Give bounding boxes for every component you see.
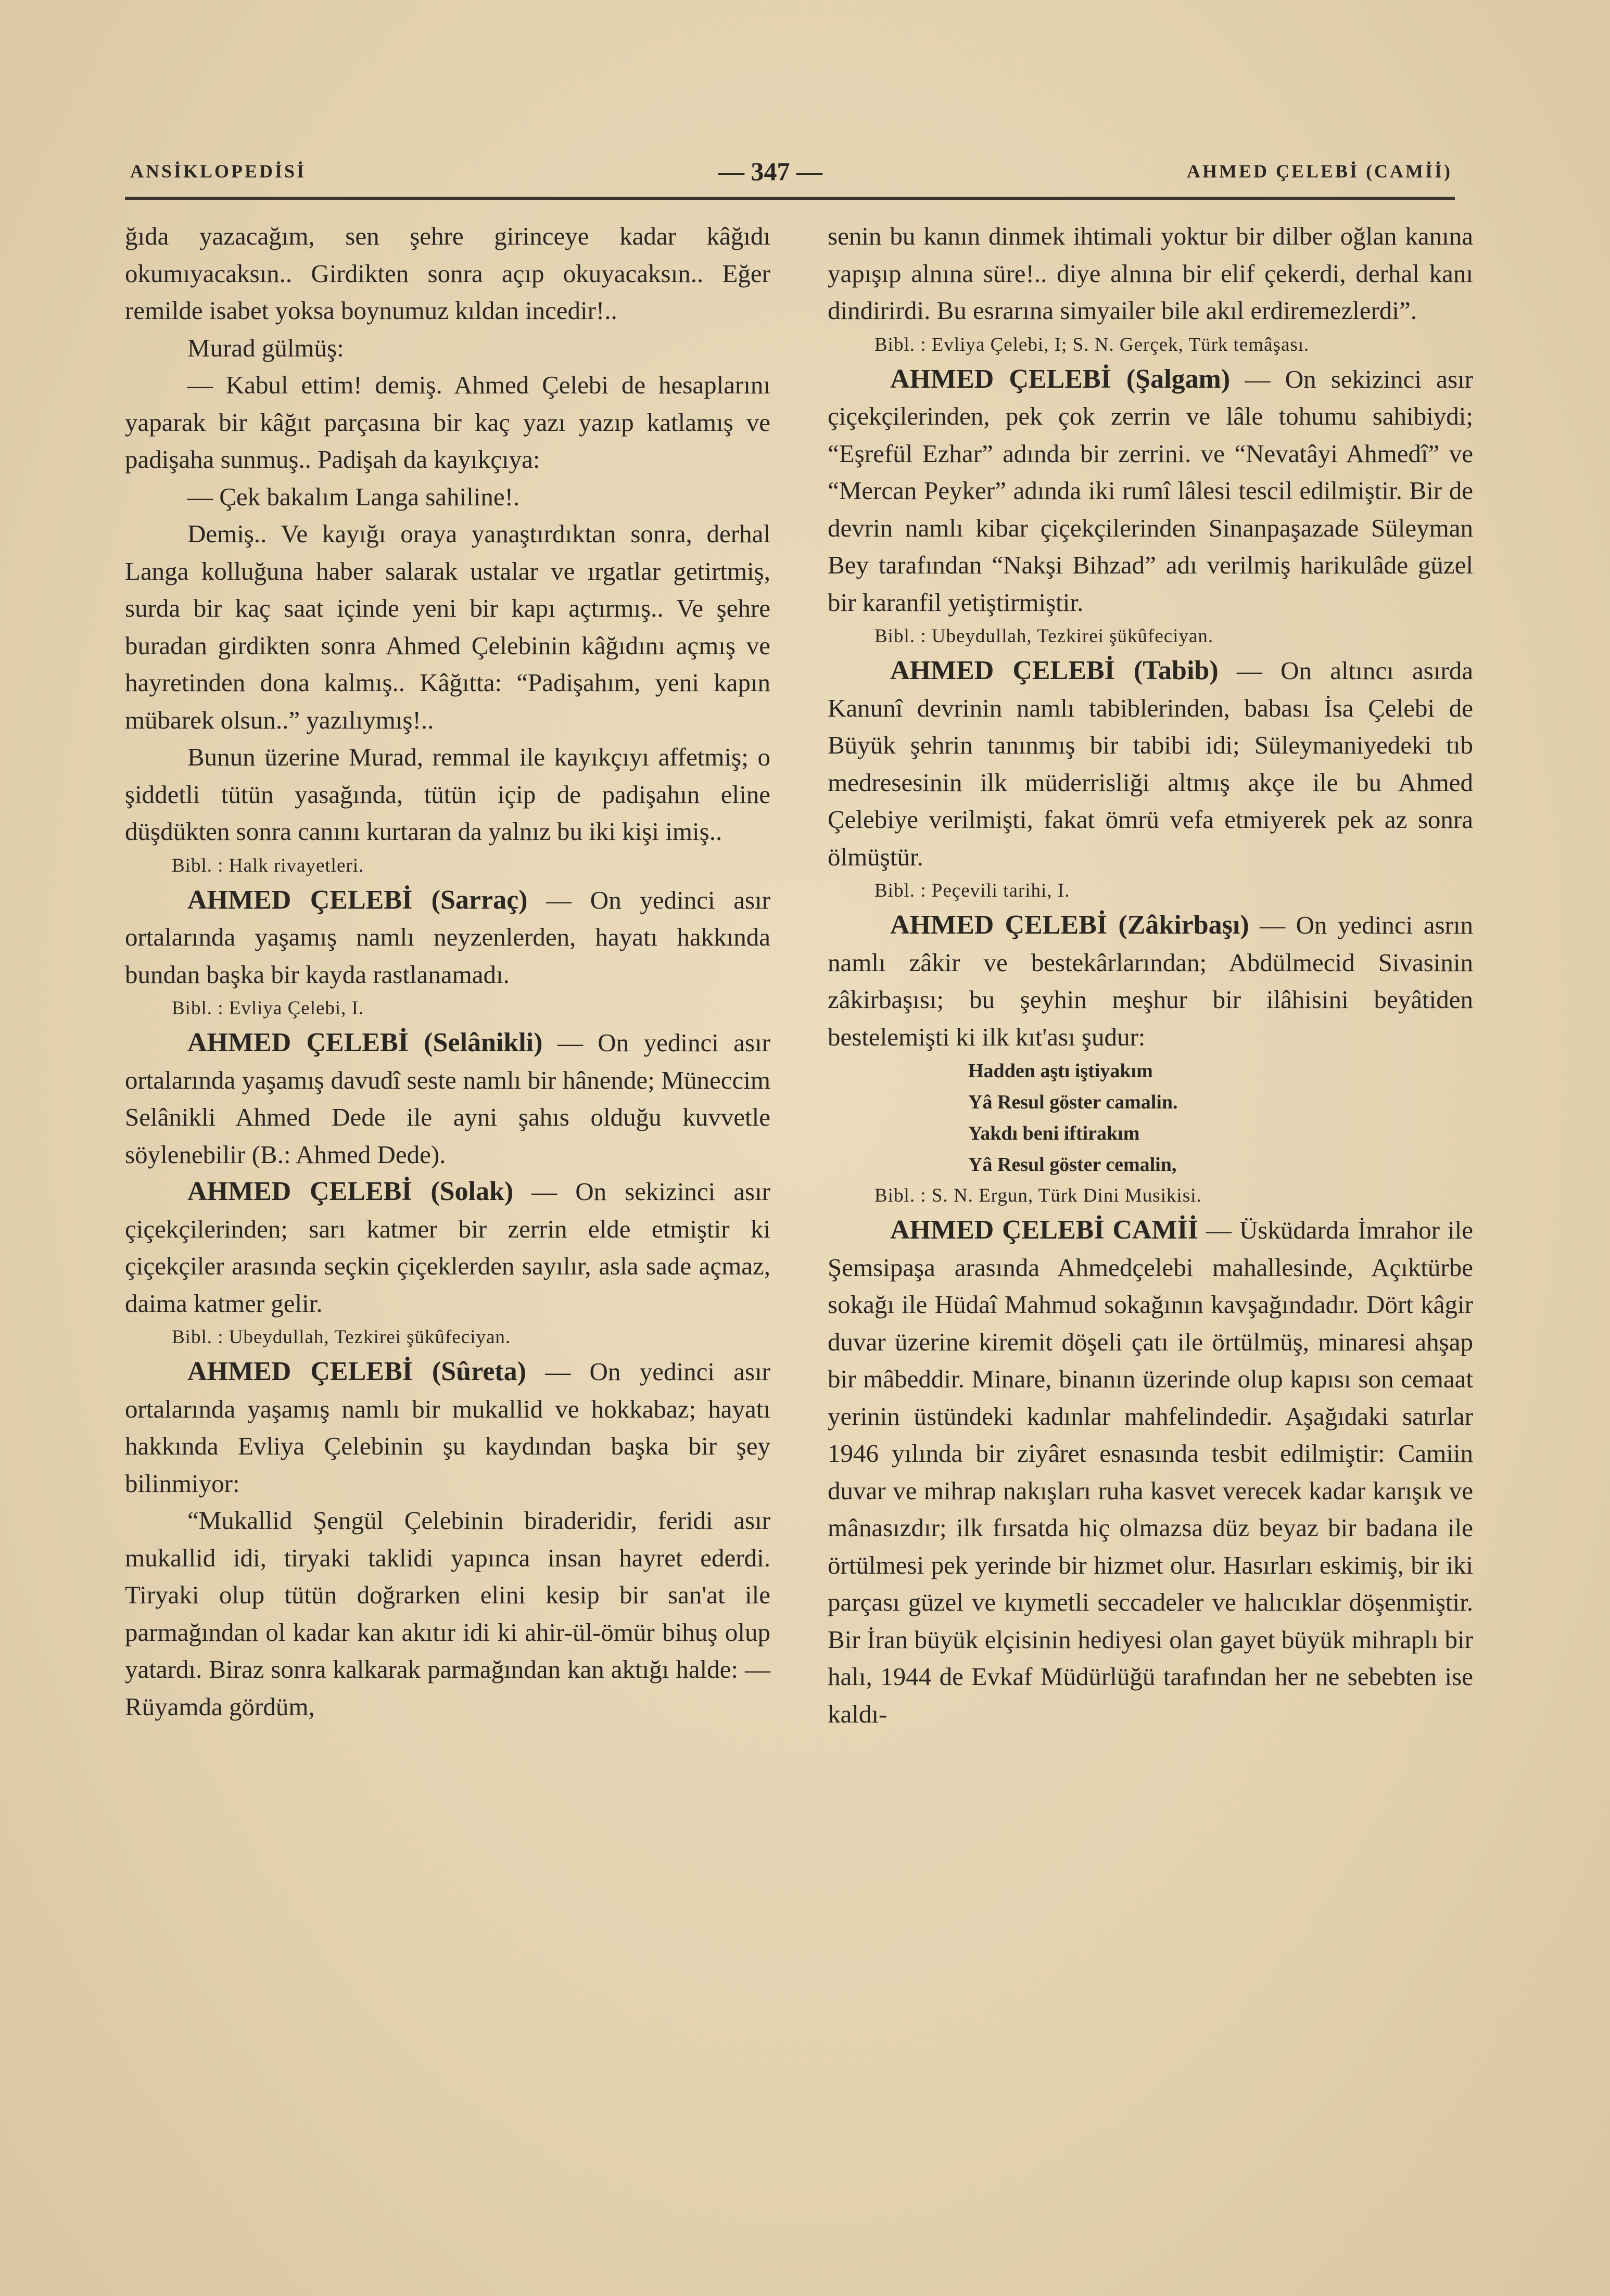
paragraph: senin bu kanın dinmek ihtimali yoktur bir dilber oğlan kanına yapışıp alnına süre!.. diye alnına bir elif çekerdi, derhal kanı dindirirdi. Bu esrarına simyailer bile akıl erdiremezlerdi”. (828, 222, 1473, 325)
right-column (828, 218, 1473, 1732)
entry-text: — On sekizinci asır çiçekçilerinden, pek çok zerrin ve lâle tohumu sahibiydi; “Eşrefül Ezhar” adında bir zerrini. ve “Nevatâyi Ahmedî” ve “Mercan Peyker” adında iki rumî lâlesi tescil edilmiştir. Bir de devrin namlı kibar çiçekçilerinden Sinanpaşazade Süleyman Bey tarafından “Nakşi Bihzad” adı verilmiş harikulâde güzel bir karanfil yetiştirmiştir. (828, 364, 1473, 617)
quotation: “Mukallid Şengül Çelebinin biraderidir, feridi asır mukallid idi, tiryaki taklidi yapınca insan hayret ederdi. Tiryaki olup tütün doğrarken elini kesip bir san'at ile parmağından ol kadar kan akıtır idi ki ahir-ül-ömür bihuş olup yatardı. Biraz sonra kalkarak parmağından kan aktığı halde: — Rüyamda gördüm, (125, 1506, 770, 1721)
entry-text: — Üsküdarda İmrahor ile Şemsipaşa arasında Ahmedçelebi mahallesinde, Açıktürbe sokağı ile Hüdaî Mahmud sokağının kavşağındadır. Dört kâgir duvar üzerine kiremit döşeli çatı ile örtülmüş, minaresi ahşap bir mâbeddir. Minare, binanın üzerinde olup kapısı son cemaat yerinin üstündeki kadınlar mahfelindedir. Aşağıdaki satırlar 1946 yılında bir ziyâret esnasında tesbit edilmiştir: Camiin duvar ve mihrap nakışları ruha kasvet verecek kadar karışık ve mânasızdır; ilk fırsatda hiç olmazsa düz beyaz bir badana ile örtülmesi pek yerinde bir hizmet olur. Hasırları eskimiş, bir iki parçası güzel ve kıymetli seccadeler ve halıcıklar döşenmiştir. Bir İran büyük elçisinin hediyesi olan gayet büyük mihraplı bir halı, 1944 de Evkaf Müdürlüğü tarafından her ne sebebten ise kaldı- (828, 1216, 1474, 1728)
entry-title: AHMED ÇELEBİ (Zâkirbaşı) (890, 910, 1249, 940)
entry-title: AHMED ÇELEBİ (Şalgam) (890, 364, 1231, 394)
entry-title: AHMED ÇELEBİ (Tabib) (890, 656, 1219, 685)
bibliography: Bibl. : Peçevili tarihi, I. (874, 880, 1070, 901)
bibliography: Bibl. : Evliya Çelebi, I. (172, 998, 364, 1019)
entry-camii (828, 1211, 1473, 1732)
entry-text: — On yedinci asır ortalarında yaşamış namlı bir mukallid ve hokkabaz; hayatı hakkında Evliya Çelebinin şu kaydından başka bir şey bilinmiyor: (125, 1357, 770, 1498)
bibliography: Bibl. : S. N. Ergun, Türk Dini Musikisi. (874, 1185, 1202, 1206)
entry-selanikli (125, 1024, 770, 1173)
verse-line: Yâ Resul göster cemalin, (968, 1154, 1177, 1176)
entry-text: — On altıncı asırda Kanunî devrinin namlı tabiblerinden, babası İsa Çelebi de Büyük şehrin tanınmış bir tabibi idi; Süleymaniyedeki tıb medresesinin ilk müderrisliği altmış akçe ile bu Ahmed Çelebiye verilmişti, fakat ömrü vefa etmiyerek pek az sonra ölmüştür. (828, 656, 1473, 871)
entry-solak (125, 1173, 770, 1322)
bibliography: Bibl. : Ubeydullah, Tezkirei şükûfeciyan. (172, 1326, 511, 1348)
entry-title: AHMED ÇELEBİ (Solak) (187, 1177, 514, 1206)
entry-text: — On yedinci asrın namlı zâkir ve bestekârlarından; Abdülmecid Sivasinin zâkirbaşısı; bu şeyhin meşhur bir ilâhisini beyâtiden bestelemişti ki ilk kıt'ası şudur: (828, 911, 1473, 1051)
entry-title: AHMED ÇELEBİ (Sûreta) (187, 1357, 526, 1386)
header-rule (125, 197, 1455, 200)
entry-title: AHMED ÇELEBİ (Sarraç) (187, 885, 528, 915)
bibliography: Bibl. : Evliya Çelebi, I; S. N. Gerçek, Türk temâşası. (874, 334, 1310, 355)
entry-zakirbasi (828, 907, 1473, 1055)
entry-sureta (125, 1353, 770, 1502)
entry-text: — On sekizinci asır çiçekçilerinden; sarı katmer bir zerrin elde etmiştir ki çiçekçiler arasında seçkin çiçeklerden sayılır, asla sade açmaz, daima katmer gelir. (125, 1177, 770, 1318)
entry-tabib (828, 652, 1473, 875)
entry-title: AHMED ÇELEBİ (Selânikli) (187, 1028, 543, 1057)
paragraph: Demiş.. Ve kayığı oraya yanaştırdıktan sonra, derhal Langa kolluğuna haber salarak ustalar ve ırgatlar getirtmiş, surda bir kaç saat içinde yeni bir kapı açtırmış.. Ve şehre buradan girdikten sonra Ahmed Çelebinin kâğıdını açmış ve hayretinden dona kalmış.. Kâğıtta: “Padişahım, yeni kapın mübarek olsun..” yazılıymış!.. (125, 519, 770, 734)
header-right-title: AHMED ÇELEBİ (CAMİİ) (1186, 161, 1452, 182)
paragraph: Bunun üzerine Murad, remmal ile kayıkçıyı affetmiş; o şiddetli tütün yasağında, tütün içip de padişahın eline düşdükten sonra canını kurtaran da yalnız bu iki kişi imiş.. (125, 743, 770, 846)
entry-text: — On yedinci asır ortalarında yaşamış namlı neyzenlerden, hayatı hakkında bundan başka bir kayda rastlanamadı. (125, 885, 770, 989)
entry-salgam (828, 361, 1473, 621)
header-left-title: ANSİKLOPEDİSİ (130, 161, 307, 182)
entry-title: AHMED ÇELEBİ CAMİİ (890, 1215, 1198, 1245)
paragraph: ğıda yazacağım, sen şehre girinceye kadar kâğıdı okumıyacaksın.. Girdikten sonra açıp okuyacaksın.. Eğer remilde isabet yoksa boynumuz kıldan incedir!.. (125, 222, 770, 325)
verse-line: Hadden aştı iştiyakım (968, 1060, 1153, 1082)
page-number: — 347 — (718, 157, 822, 186)
paragraph: Murad gülmüş: (187, 333, 344, 362)
paragraph: — Kabul ettim! demiş. Ahmed Çelebi de hesaplarını yaparak bir kâğıt parçasına bir kaç yazı yazıp katlamış ve padişaha sunmuş.. Padişah da kayıkçıya: (125, 371, 770, 474)
bibliography: Bibl. : Halk rivayetleri. (172, 854, 364, 876)
paragraph: — Çek bakalım Langa sahiline!. (187, 482, 520, 511)
verse-line: Yakdı beni iftirakım (968, 1123, 1140, 1144)
verse-line: Yâ Resul göster camalin. (968, 1091, 1178, 1113)
ilahi-verse (828, 1055, 1473, 1180)
page-header (130, 156, 1452, 187)
bibliography: Bibl. : Ubeydullah, Tezkirei şükûfeciyan. (874, 626, 1214, 647)
left-column (125, 218, 770, 1725)
entry-text: — On yedinci asır ortalarında yaşamış davudî seste namlı bir hânende; Müneccim Selânikli Ahmed Dede ile ayni şahıs olduğu kuvvetle söylenebilir (B.: Ahmed Dede). (125, 1028, 770, 1169)
entry-sarrac (125, 882, 770, 993)
